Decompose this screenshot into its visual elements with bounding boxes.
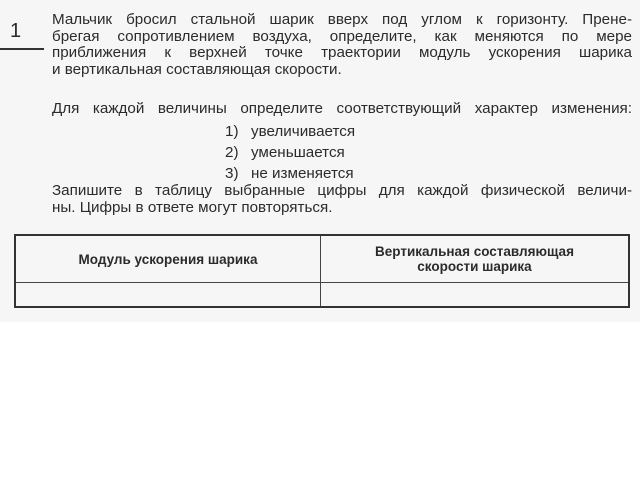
problem-line-3: приближения к верхней точке траектории модуль ускорения шарика	[52, 44, 632, 61]
table-instruction	[52, 183, 632, 216]
answer-table	[14, 234, 630, 308]
header-acceleration-label: Модуль ускорения шарика	[78, 251, 258, 267]
answer-cell-vertical-velocity[interactable]	[321, 283, 628, 306]
header-vertical-velocity-line-2: скорости шарика	[417, 259, 532, 274]
option-2	[225, 142, 355, 163]
option-3-label: не изменяется	[251, 165, 354, 182]
question-number: 1	[10, 20, 22, 42]
header-acceleration-modulus	[16, 236, 321, 283]
option-3	[225, 163, 355, 184]
table-instruction-line-2: ны. Цифры в ответе могут повторяться.	[52, 198, 333, 216]
option-2-number: 2)	[225, 144, 239, 161]
instruction-line: Для каждой величины определите соответствующий характер изменения:	[52, 100, 632, 117]
option-1-number: 1)	[225, 123, 239, 140]
option-1	[225, 121, 355, 142]
problem-line-1: Мальчик бросил стальной шарик вверх под углом к горизонту. Прене-	[52, 11, 632, 28]
header-vertical-velocity-line-1: Вертикальная составляющая	[375, 244, 574, 259]
option-3-number: 3)	[225, 165, 239, 182]
problem-statement	[52, 12, 632, 78]
option-2-label: уменьшается	[251, 144, 345, 161]
instruction-text	[52, 101, 632, 118]
answer-options	[225, 121, 355, 184]
header-vertical-velocity	[321, 236, 628, 283]
option-1-label: увеличивается	[251, 123, 356, 140]
problem-line-2: брегая сопротивлением воздуха, определите, как меняются по мере	[52, 27, 632, 45]
table-instruction-line-1: Запишите в таблицу выбранные цифры для каждой физической величи-	[52, 182, 632, 199]
answer-cell-acceleration[interactable]	[16, 283, 321, 306]
problem-line-4: и вертикальная составляющая скорости.	[52, 60, 342, 78]
question-number-rule	[0, 48, 44, 50]
